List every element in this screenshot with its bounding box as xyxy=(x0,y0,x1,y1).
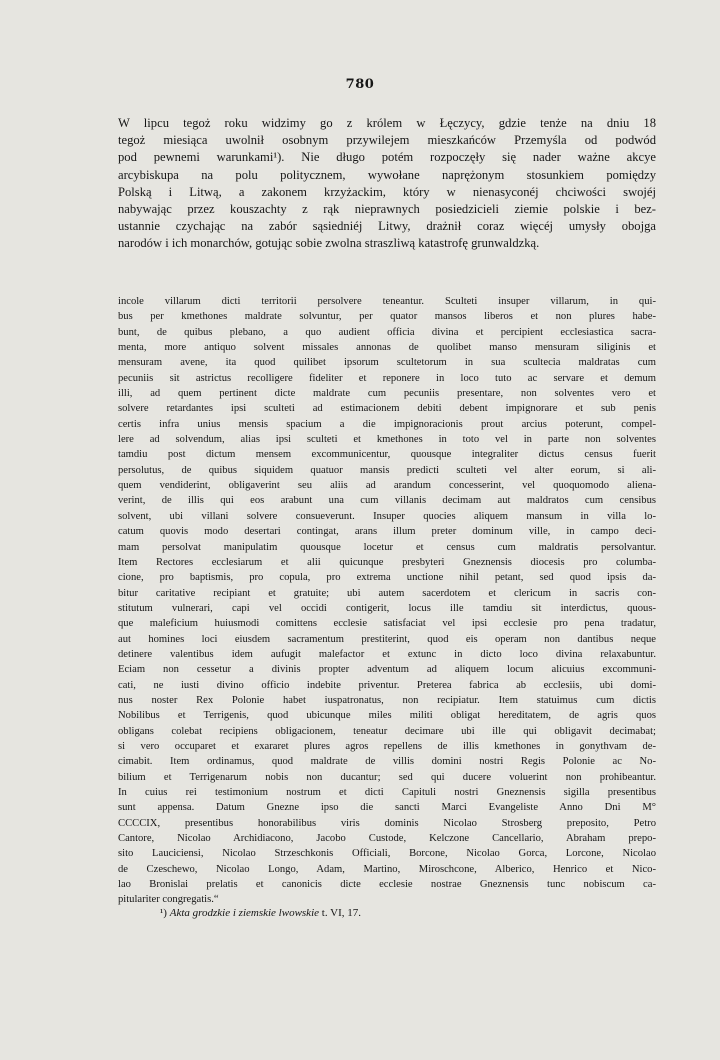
page-number: 780 xyxy=(345,77,375,92)
footnote-reference: t. VI, 17. xyxy=(319,907,361,919)
latin-line: bitur caritative recipiant et gratuite; ubi autem sacerdotem et clericum in sacris con- xyxy=(118,587,656,599)
latin-line: Cantore, Nicolao Archidiacono, Jacobo Custode, Kelczone Cancellario, Abraham prepo- xyxy=(118,833,656,845)
latin-line: Nobilibus et Terrigenis, quod ubicunque miles militi obligat hereditatem, de agris quos xyxy=(118,710,656,722)
main-line: narodów i ich monarchów, gotując sobie zwolna straszliwą katastrofę grunwaldzką. xyxy=(118,236,540,251)
main-line: tegoż miesiąca uwolnił osobnym przywilejem mieszkańców Przemyśla od podwód xyxy=(118,133,656,148)
latin-line: Item Rectores ecclesiarum et alii quicunque presbyteri Gneznensis diocesis pro columba- xyxy=(118,556,656,568)
latin-line: cione, pro baptismis, pro copula, pro extrema unctione nihil petant, sed quod ipsis da- xyxy=(118,572,656,584)
latin-line: menta, more antiquo solvent missales annonas de quolibet manso mensuram siliginis et xyxy=(118,342,656,354)
latin-line: cati, ne iusti divino officio indebite priventur. Preterea fabrica ab ecclesiis, ubi domi- xyxy=(118,679,656,691)
latin-line: detinere valentibus idem aufugit malefactor et extunc in dicto loco divina relaxabuntur. xyxy=(118,648,656,660)
main-line: W lipcu tegoż roku widzimy go z królem w Łęczycy, gdzie tenże na dniu 18 xyxy=(118,116,656,130)
latin-line: mensuram avene, ita quod quilibet ipsorum scultetorum in sua scultecia maldratas cum xyxy=(118,357,656,369)
latin-line: sito Lauciciensi, Nicolao Strzeschkonis Officiali, Borcone, Nicolao Gorca, Lorcone, Nicolao xyxy=(118,848,656,860)
latin-line: sunt appensa. Datum Gnezne ipso die sancti Marci Evangeliste Anno Dni M° xyxy=(118,802,656,814)
latin-line: stitutum vulnerari, capi vel occidi contigerit, locus ille tamdiu sit interdictus, quous- xyxy=(118,602,656,614)
main-line: Polską i Litwą, a zakonem krzyżackim, który w nienasyconéj chciwości swojéj xyxy=(118,184,656,199)
latin-line: de Czeschewo, Nicolao Longo, Adam, Martino, Miroschcone, Alberico, Henrico et Nico- xyxy=(118,863,656,875)
latin-line: Eciam non cessetur a divinis propter adventum ad aliquem locum alicuius excommuni- xyxy=(118,664,656,676)
main-line: pod pewnemi warunkami¹). Nie długo potém rozpoczęły się nader ważne akcye xyxy=(118,150,656,165)
latin-line: mam persolvat manipulatim quousque locetur et census cum maldratis persolvantur. xyxy=(118,541,656,553)
latin-line: CCCCIX, presentibus honorabilibus viris dominis Nicolao Strosberg preposito, Petro xyxy=(118,817,656,829)
latin-line: solvent, ubi villani solvere consueverunt. Insuper quocies aliquem mansum in villa lo- xyxy=(118,510,656,522)
main-line: ustannie czychając na zabór sąsiedniéj Litwy, drażnił coraz więcéj umysły obojga xyxy=(118,219,656,234)
latin-document-text xyxy=(118,294,656,908)
latin-line: lao Bronislai prelatis et canonicis dicte ecclesie nostrae Gneznensis tunc nobiscum ca- xyxy=(118,879,656,891)
latin-line: bunt, de quibus plebano, a quo audient officia divina et percipient ecclesiastica sacra- xyxy=(118,326,656,338)
latin-line: catum quovis modo desertari contingat, arans illum preter dominum ville, in campo deci- xyxy=(118,526,656,538)
main-line: arcybiskupa na polu politycznem, wywołane naprężonym stosunkiem pomiędzy xyxy=(118,167,656,182)
latin-line: bus per kmethones maldrate solvuntur, per quator mansos liberos et non plures habe- xyxy=(118,311,656,323)
latin-line: tamdiu post dictum mensem excommunicentur, quousque integraliter dictus census fuerit xyxy=(118,449,656,461)
latin-line: que maleficium huiusmodi comittens ecclesie satisfaciat vel ipsi ecclesie pro pena tradatur, xyxy=(118,618,656,630)
latin-line: si vero occuparet et exararet plures agros repellens de illis kmethones in gonythvam de- xyxy=(118,740,656,752)
latin-line: persolutus, de quibus siquidem quatuor mansis predicti sculteti vel alter eorum, si ali- xyxy=(118,464,656,476)
latin-line: pitulariter congregatis.“ xyxy=(118,894,219,906)
latin-line: verint, de illis qui eos arabunt una cum villanis decimam aut maldratos cum censibus xyxy=(118,495,656,507)
latin-line: incole villarum dicti territorii persolvere teneantur. Sculteti insuper villarum, in qui- xyxy=(118,296,656,307)
footnote-source-title: Akta grodzkie i ziemskie lwowskie xyxy=(169,907,320,919)
latin-line: aut homines loci eiusdem sacramentum prestiterint, quod eis operam non dantibus neque xyxy=(118,633,656,645)
latin-line: pecuniis sit astrictus recolligere fideliter et reponere in loco tuto ac servare et demum xyxy=(118,372,656,384)
latin-line: obligans colebat recipiens obligacionem, teneatur decimare ubi ille qui obligavit decimabat; xyxy=(118,725,656,737)
latin-line: lere ad solvendum, alias ipsi sculteti et kmethones in toto vel in parte non solventes xyxy=(118,434,656,446)
main-line: nabywając przez kouszachty z rąk nieprawnych posiedzicieli ziemie polskie i bez- xyxy=(118,202,656,217)
latin-line: bilium et Terrigenarum nobis non ducantur; sed qui ducere voluerint non prohibeantur. xyxy=(118,771,656,783)
footnote xyxy=(160,907,361,919)
latin-line: quem vendiderint, obligaverint seu aliis ad arandum concesserint, vel quoquomodo aliena- xyxy=(118,480,656,492)
latin-line: solvere retardantes ipsi sculteti ad estimacionem debiti debent impignorare et sub penis xyxy=(118,403,656,415)
footnote-marker: ¹) xyxy=(160,907,167,919)
latin-line: cimabit. Item ordinamus, quod maldrate de villis domini nostri Regis Polonie ac No- xyxy=(118,756,656,768)
latin-line: certis infra unius mensis spacium a die impignoracionis prout arcius poterunt, compel- xyxy=(118,418,656,430)
latin-line: illi, ad quem pertinent dicte maldrate cum pecuniis presentare, non solventes vero et xyxy=(118,388,656,400)
latin-line: nus noster Rex Polonie habet iuspatronatus, non recipiatur. Item statuimus cum dictis xyxy=(118,694,656,706)
main-paragraph xyxy=(118,115,656,253)
latin-line: In cuius rei testimonium nostrum et dicti Capituli nostri Gneznensis sigilla presentibus xyxy=(118,787,656,798)
